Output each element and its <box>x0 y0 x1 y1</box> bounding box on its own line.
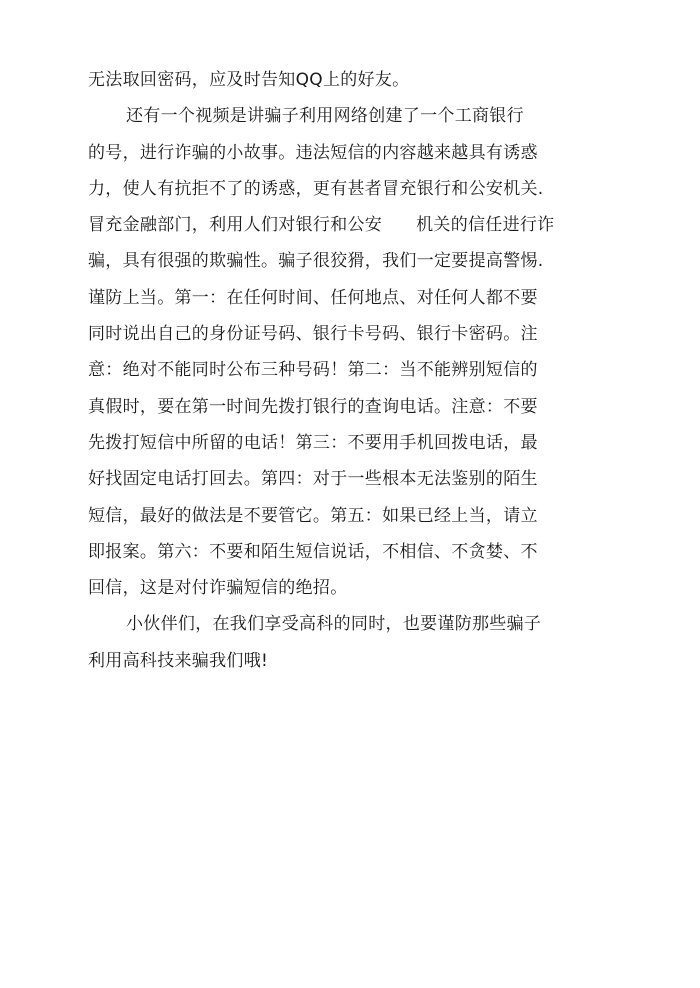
text-line: 先拨打短信中所留的电话！第三：不要用手机回拨电话，最 <box>88 432 538 453</box>
text-line: 同时说出自己的身份证号码、银行卡号码、银行卡密码。注 <box>88 324 538 345</box>
text-line <box>88 207 628 243</box>
text-line: 力，使人有抗拒不了的诱惑，更有甚者冒充银行和公安机关. <box>88 178 544 199</box>
document-body <box>88 62 628 679</box>
text-segment: 冒充金融部门，利用人们对银行和公安 <box>88 215 383 236</box>
text-line: 无法取回密码，应及时告知QQ上的好友。 <box>88 70 410 90</box>
text-line: 意：绝对不能同时公布三种号码！第二：当不能辨别短信的 <box>88 360 538 381</box>
text-line: 利用高科技来骗我们哦! <box>88 650 269 671</box>
text-line: 真假时，要在第一时间先拨打银行的查询电话。注意：不要 <box>88 396 538 417</box>
text-line: 骗，具有很强的欺骗性。骗子很狡猾，我们一定要提高警惕. <box>88 251 544 272</box>
text-line: 谨防上当。第一：在任何时间、任何地点、对任何人都不要 <box>88 287 538 308</box>
text-line: 好找固定电话打回去。第四：对于一些根本无法鉴别的陌生 <box>88 469 538 490</box>
text-line: 的号，进行诈骗的小故事。违法短信的内容越来越具有诱惑 <box>88 142 538 163</box>
text-segment: 机关的信任进行诈 <box>416 215 555 236</box>
text-line: 即报案。第六：不要和陌生短信说话，不相信、不贪婪、不 <box>88 541 538 562</box>
paragraph-start-line: 还有一个视频是讲骗子利用网络创建了一个工商银行 <box>126 106 524 127</box>
text-line: 回信，这是对付诈骗短信的绝招。 <box>88 578 348 599</box>
paragraph-start-line: 小伙伴们，在我们享受高科的同时，也要谨防那些骗子 <box>126 614 542 635</box>
text-line: 短信，最好的做法是不要管它。第五：如果已经上当，请立 <box>88 505 538 526</box>
